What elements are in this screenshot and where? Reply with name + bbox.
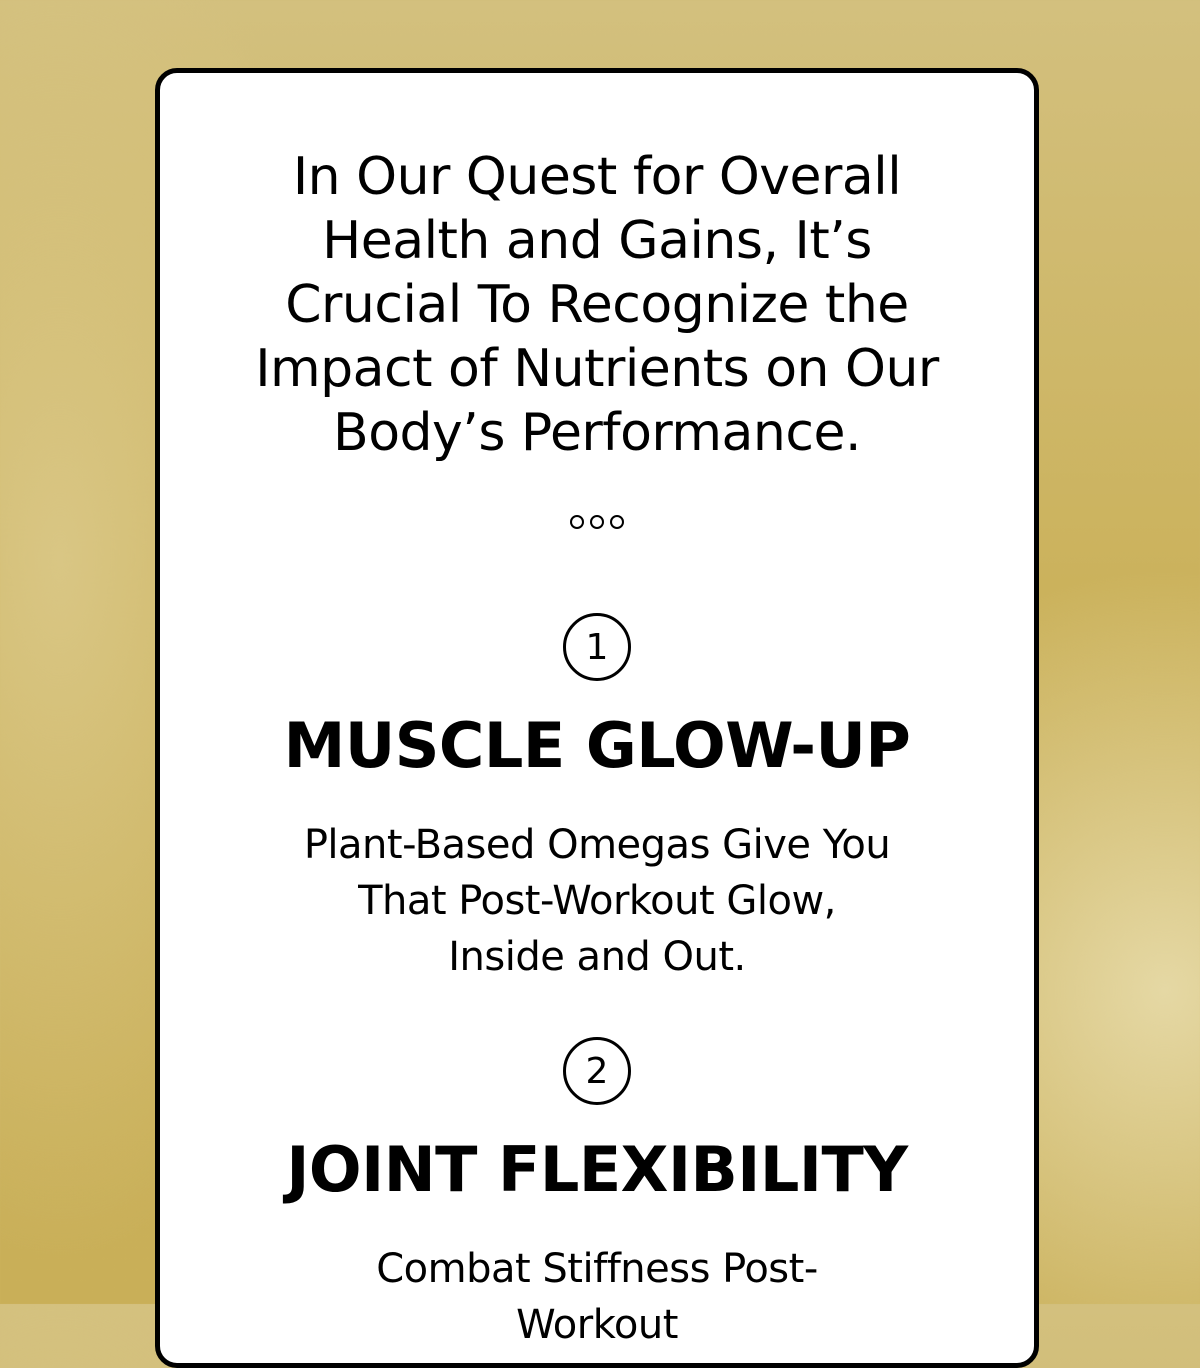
dot-indicator <box>590 515 604 529</box>
feature-description: Plant-Based Omegas Give You That Post-Workout Glow, Inside and Out. <box>303 822 891 980</box>
feature-title: JOINT FLEXIBILITY <box>286 1133 908 1206</box>
content-card <box>155 68 1039 1368</box>
dot-indicator <box>610 515 624 529</box>
feature-muscle-glow-up <box>160 613 1034 985</box>
feature-description: Combat Stiffness Post-Workout <box>376 1246 818 1348</box>
feature-joint-flexibility <box>160 1037 1034 1353</box>
carousel-dots <box>160 515 1034 529</box>
number-badge-2: 2 <box>563 1037 631 1105</box>
headline: In Our Quest for Overall Health and Gains, It’s Crucial To Recognize the Impact of Nutrients on Our Body’s Performance. <box>255 147 939 463</box>
feature-title: MUSCLE GLOW-UP <box>283 709 911 782</box>
dot-indicator <box>570 515 584 529</box>
number-badge-1: 1 <box>563 613 631 681</box>
